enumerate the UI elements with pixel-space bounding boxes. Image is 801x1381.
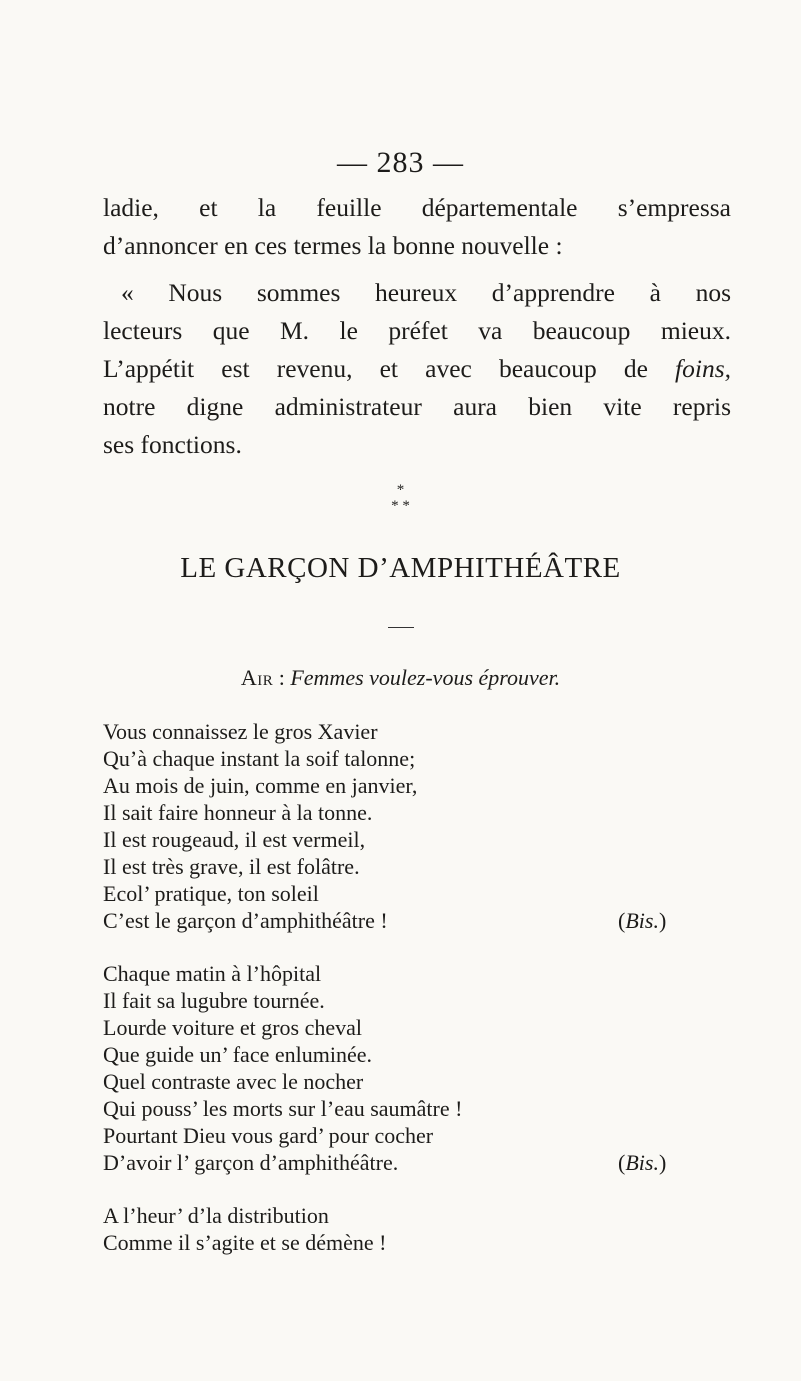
italic-word: foins, xyxy=(675,354,732,383)
verse-line: Il est très grave, il est folâtre. xyxy=(103,854,360,879)
refrain-text: Bis. xyxy=(625,908,659,933)
prose-text: L’appétit est revenu, et avec beaucoup de xyxy=(103,354,648,383)
verse-line: Qu’à chaque instant la soif talonne; xyxy=(103,746,416,771)
prose-line: notre digne administrateur aura bien vite repris xyxy=(103,392,731,421)
refrain-mark: (Bis.) xyxy=(618,908,667,933)
air-separator: : xyxy=(273,665,291,690)
song-title: LE GARÇON D’AMPHITHÉÂTRE xyxy=(180,552,621,584)
verse-line: Il est rougeaud, il est vermeil, xyxy=(103,827,366,852)
verse-line: Qui pouss’ les morts sur l’eau saumâtre ! xyxy=(103,1096,463,1121)
prose-line: ladie, et la feuille départementale s’empressa xyxy=(103,193,731,222)
stanza-1 xyxy=(103,718,713,934)
verse-text: D’avoir l’ garçon d’amphithéâtre. xyxy=(103,1150,399,1175)
title-rule xyxy=(388,627,414,628)
refrain-mark: (Bis.) xyxy=(618,1150,667,1175)
verse-line: Au mois de juin, comme en janvier, xyxy=(103,773,418,798)
verse-text: C’est le garçon d’amphithéâtre ! xyxy=(103,908,388,933)
verse-line: A l’heur’ d’la distribution xyxy=(103,1203,329,1228)
prose-line: d’annoncer en ces termes la bonne nouvelle : xyxy=(103,231,563,260)
verse-line: Vous connaissez le gros Xavier xyxy=(103,719,378,744)
page-number: — 283 — xyxy=(337,146,464,179)
verse-line: Lourde voiture et gros cheval xyxy=(103,1015,363,1040)
prose-line: « Nous sommes heureux d’apprendre à nos xyxy=(121,278,731,307)
prose-line: ses fonctions. xyxy=(103,430,242,459)
verse-line: Pourtant Dieu vous gard’ pour cocher xyxy=(103,1123,434,1148)
stanza-3 xyxy=(103,1202,713,1256)
verse-line xyxy=(103,1149,713,1176)
verse-line: Quel contraste avec le nocher xyxy=(103,1069,364,1094)
verse-line: Il fait sa lugubre tournée. xyxy=(103,988,325,1013)
asterism-bottom: * * xyxy=(391,498,410,514)
air-tune: Femmes voulez-vous éprouver. xyxy=(290,665,561,690)
verse-line: Que guide un’ face enluminée. xyxy=(103,1042,372,1067)
paragraph-2 xyxy=(103,274,731,464)
stanza-2 xyxy=(103,960,713,1176)
air-label: Air xyxy=(240,665,274,690)
paragraph-1 xyxy=(103,189,731,265)
verse-line: Il sait faire honneur à la tonne. xyxy=(103,800,373,825)
verse-line xyxy=(103,907,713,934)
verse-line: Ecol’ pratique, ton soleil xyxy=(103,881,319,906)
asterism-top: * xyxy=(396,482,405,498)
verse-line: Comme il s’agite et se démène ! xyxy=(103,1230,387,1255)
prose-line: lecteurs que M. le préfet va beaucoup mieux. xyxy=(103,316,731,345)
verse-line: Chaque matin à l’hôpital xyxy=(103,961,322,986)
refrain-text: Bis. xyxy=(625,1150,659,1175)
air-line xyxy=(0,665,801,691)
prose-line xyxy=(103,350,731,388)
